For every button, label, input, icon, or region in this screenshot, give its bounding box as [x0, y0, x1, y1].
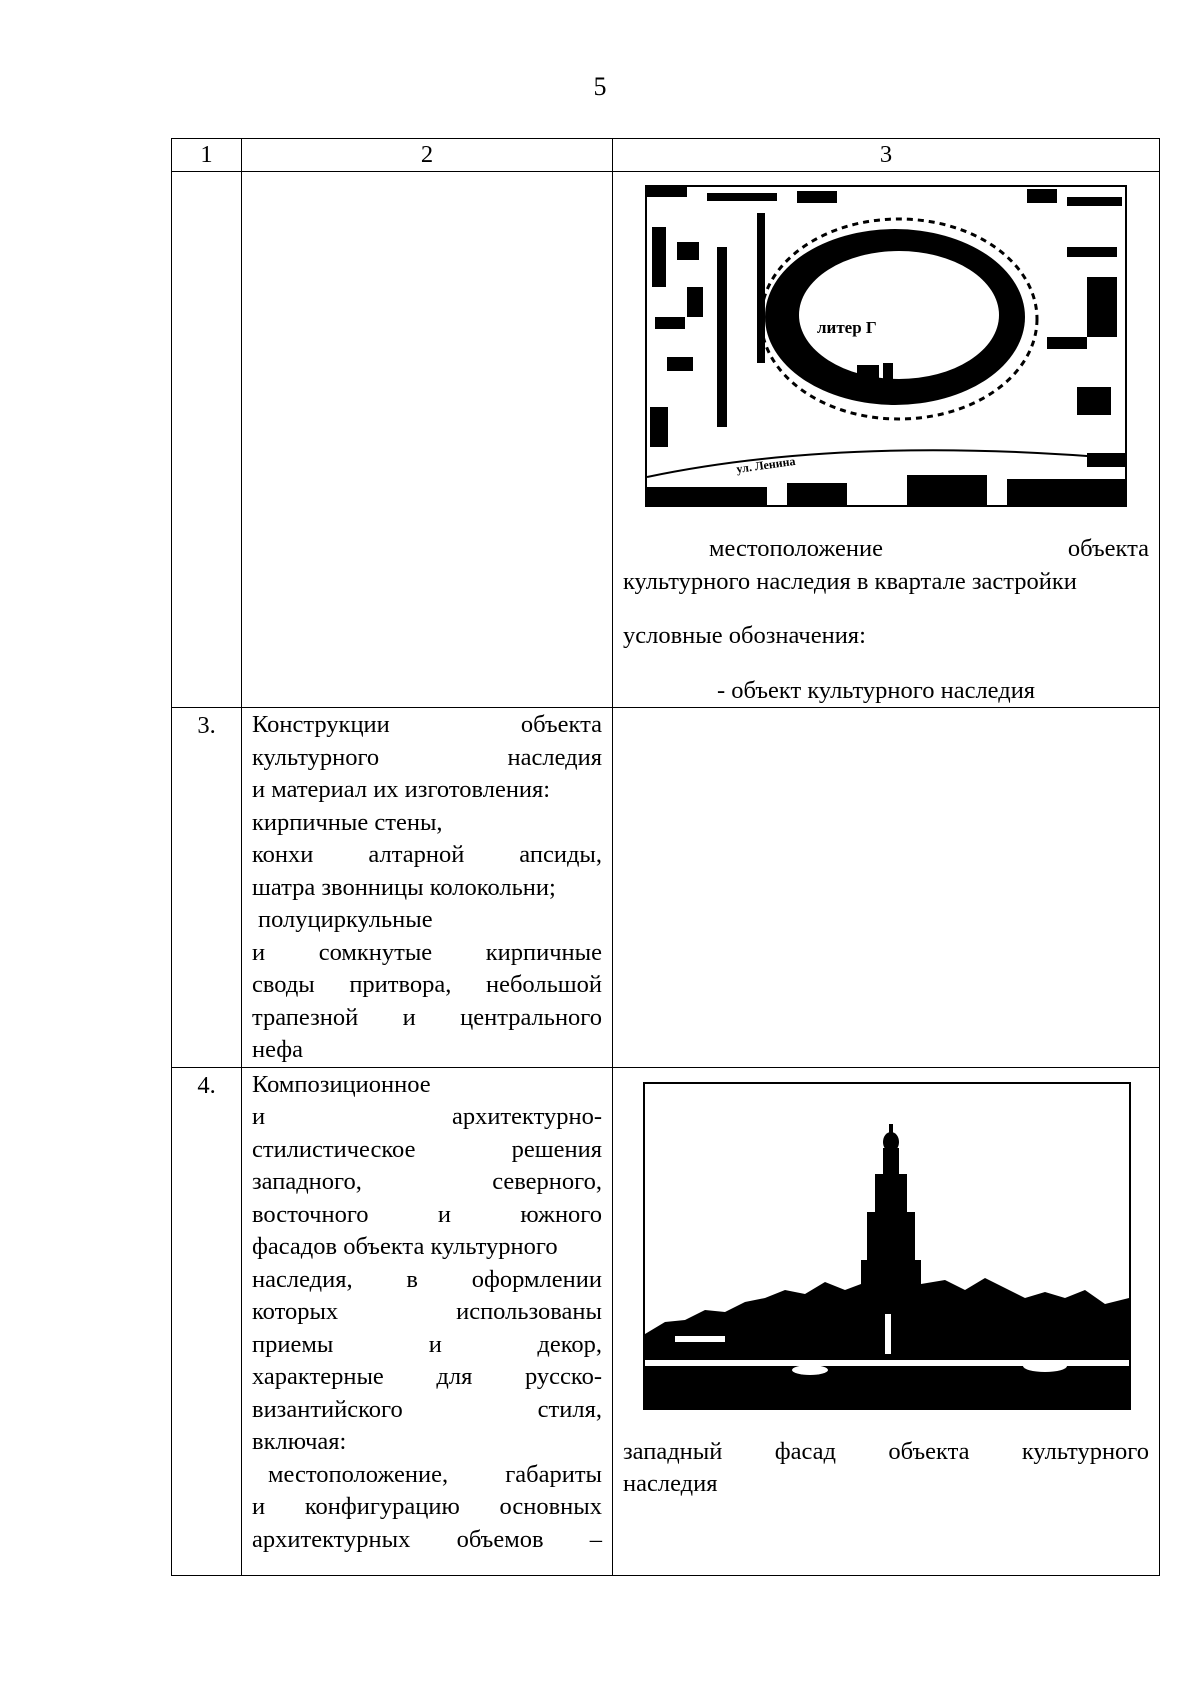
row4-line: стилистическое решения — [252, 1135, 602, 1163]
row1-number-cell — [172, 172, 242, 708]
location-map-image — [645, 185, 1127, 507]
row4-line: включая: — [252, 1428, 347, 1455]
row4-line: западного, северного, — [252, 1168, 602, 1195]
row3-line: своды притвора, небольшой — [252, 971, 602, 998]
row3-figure-cell — [613, 708, 1160, 1068]
row3-line: нефа — [252, 1036, 304, 1063]
row4-line: наследия, в оформлении — [252, 1265, 602, 1293]
heritage-table — [171, 138, 1160, 1576]
photo-caption — [613, 1436, 1159, 1501]
west-facade-photo — [643, 1082, 1131, 1410]
table-header-row — [172, 139, 1160, 172]
row3-line: и сомкнутые кирпичные — [252, 938, 602, 966]
row3-description-cell — [242, 708, 613, 1068]
map-caption-line-2: культурного наследия в квартале застройки — [623, 567, 1077, 595]
row4-line: местоположение, габариты — [268, 1460, 602, 1488]
map-caption — [613, 533, 1159, 598]
row4-line: архитектурных объемов – — [252, 1525, 602, 1553]
map-street-label: ул. Ленина — [735, 453, 797, 476]
row4-line: Композиционное — [252, 1070, 431, 1098]
row3-line: конхи алтарной апсиды, — [252, 841, 602, 868]
photo-caption-line-1: западный фасад объекта культурного — [623, 1437, 1149, 1465]
legend-item: - объект культурного наследия — [717, 676, 1036, 704]
row3-line: Конструкции объекта — [252, 711, 602, 738]
header-cell-2: 2 — [242, 139, 613, 172]
row3-line: кирпичные стены, — [252, 808, 443, 836]
map-label-liter: литер Г — [817, 318, 877, 337]
row4-line: восточного и южного — [252, 1200, 602, 1228]
row4-line: приемы и декор, — [252, 1330, 602, 1358]
photo-caption-line-2: наследия — [623, 1470, 718, 1497]
row1-figure-cell — [613, 172, 1160, 708]
row3-line: шатра звонницы колокольни; — [252, 873, 556, 901]
row1-description-cell — [242, 172, 613, 708]
legend-title: условные обозначения: — [623, 622, 866, 649]
row4-line: и архитектурно- — [252, 1103, 602, 1130]
table-row — [172, 708, 1160, 1068]
row3-number: 3. — [172, 708, 242, 1068]
row4-line: византийского стиля, — [252, 1395, 602, 1423]
table-row — [172, 172, 1160, 708]
row4-figure-cell — [613, 1067, 1160, 1575]
row4-description-cell — [242, 1067, 613, 1575]
row4-line: которых использованы — [252, 1298, 602, 1325]
header-cell-3: 3 — [613, 139, 1160, 172]
row4-line: характерные для русско- — [252, 1363, 602, 1390]
row3-line: культурного наследия — [252, 743, 602, 771]
table-row — [172, 1067, 1160, 1575]
row4-number: 4. — [172, 1067, 242, 1575]
page-number: 5 — [593, 72, 607, 101]
row4-line: и конфигурацию основных — [252, 1493, 602, 1520]
row4-line: фасадов объекта культурного — [252, 1233, 558, 1260]
row3-line: полуциркульные — [258, 906, 433, 933]
row3-line: и материал их изготовления: — [252, 776, 551, 803]
header-cell-1: 1 — [172, 139, 242, 172]
map-caption-line-1: местоположение объекта — [709, 535, 1149, 562]
row3-line: трапезной и центрального — [252, 1003, 602, 1031]
